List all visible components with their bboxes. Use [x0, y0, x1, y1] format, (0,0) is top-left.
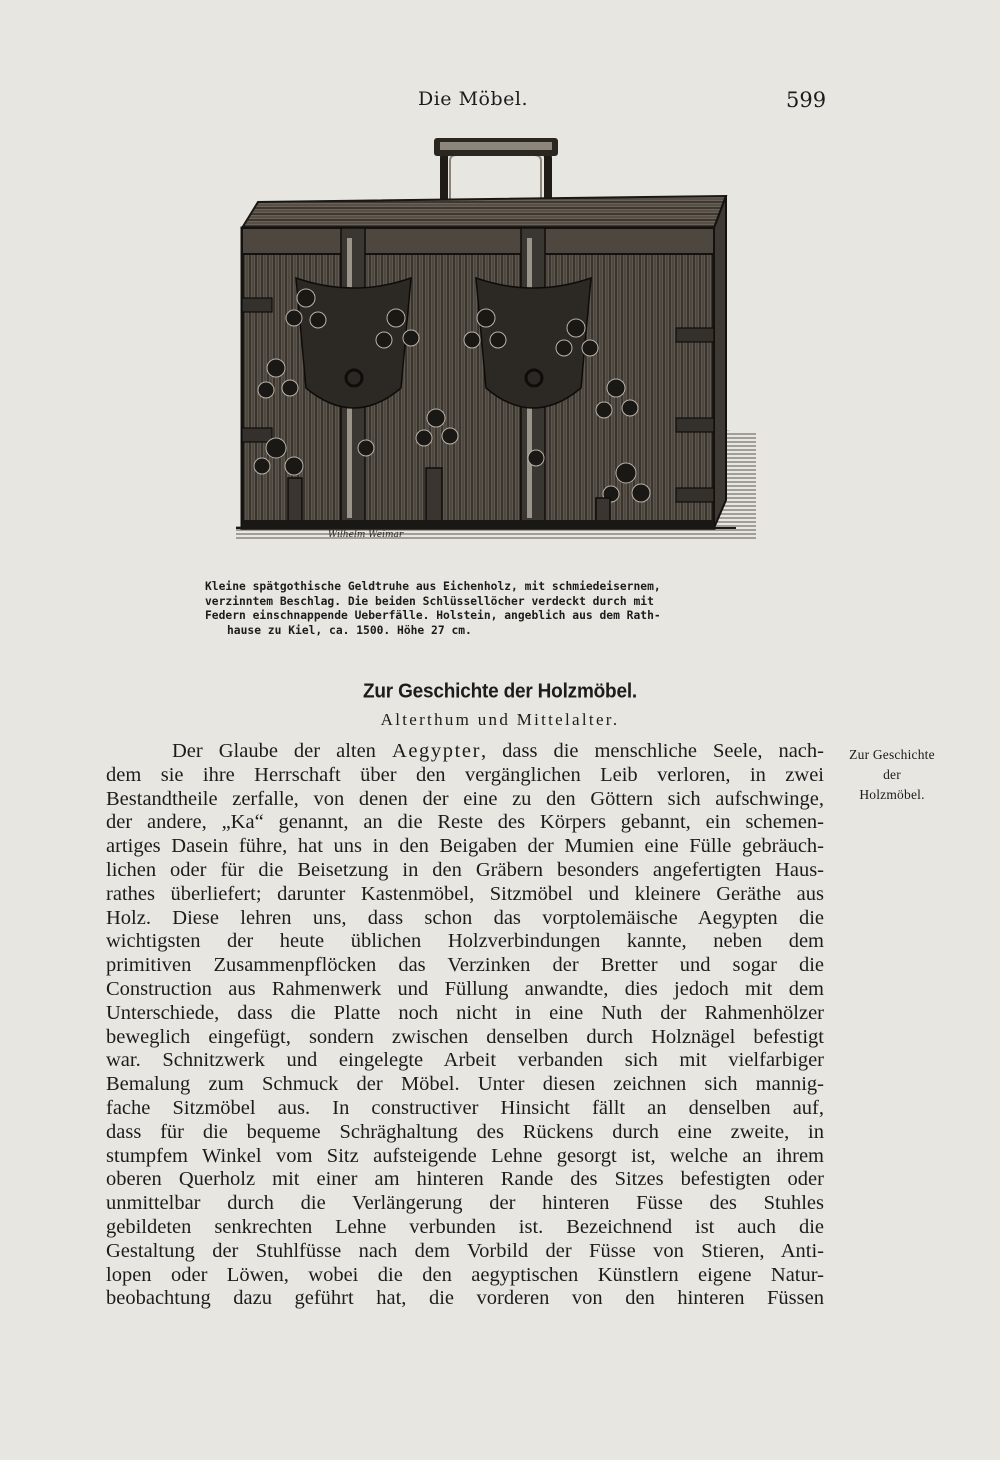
emphasis-aegypter: Aegypter: [391, 740, 482, 762]
section-subtitle: Alterthum und Mittelalter.: [380, 710, 620, 729]
body-line: Gestaltung der Stuhlfüsse nach dem Vorbild der Füsse von Stieren, Anti-: [106, 1239, 824, 1262]
body-text: [106, 740, 824, 1311]
body-line: [106, 740, 824, 764]
body-line: Bemalung zum Schmuck der Möbel. Unter diesen zeichnen sich mannig-: [106, 1073, 824, 1096]
body-line: beobachtung dazu geführt hat, die vorderen von den hinteren Füssen: [106, 1287, 824, 1310]
body-line: Unterschiede, dass die Platte noch nicht in eine Nuth der Rahmenhölzer: [106, 1001, 824, 1024]
section-title: Zur Geschichte der Holzmöbel.: [363, 680, 637, 703]
running-head: Die Möbel.: [418, 88, 529, 110]
body-line: fache Sitzmöbel aus. In constructiver Hinsicht fällt an denselben auf,: [106, 1096, 824, 1119]
body-line: primitiven Zusammenpflöcken das Verzinken der Bretter und sogar die: [106, 954, 824, 977]
margin-note-line: Zur Geschichte: [849, 747, 935, 762]
body-line-part: , dass die menschliche Seele, nach-: [481, 740, 824, 762]
caption-line: Kleine spätgothische Geldtruhe aus Eichenholz, mit schmiedeisernem,: [205, 580, 661, 593]
body-line-part: Der Glaube der alten: [172, 740, 392, 762]
body-line: war. Schnitzwerk und eingelegte Arbeit verbanden sich mit vielfarbiger: [106, 1049, 824, 1072]
body-line: rathes überliefert; darunter Kastenmöbel, Sitzmöbel und kleinere Geräthe aus: [106, 882, 824, 905]
margin-note-line: der: [883, 767, 901, 782]
body-line: Bestandtheile zerfalle, von denen der eine zu den Göttern sich aufschwinge,: [106, 787, 824, 810]
body-line: gebildeten senkrechten Lehne verbunden ist. Bezeichnend ist auch die: [106, 1215, 824, 1238]
body-line: dass für die bequeme Schräghaltung des Rückens durch eine zweite, in: [106, 1120, 824, 1143]
body-line: Holz. Diese lehren uns, dass schon das vorptolemäische Aegypten die: [106, 906, 824, 929]
body-line: beweglich eingefügt, sondern zwischen denselben durch Holznägel befestigt: [106, 1025, 824, 1048]
body-line: unmittelbar durch die Verlängerung der hinteren Füsse des Stuhles: [106, 1192, 824, 1215]
figure-caption: [205, 580, 795, 638]
caption-line: Federn einschnappende Ueberfälle. Holstein, angeblich aus dem Rath-: [205, 609, 661, 623]
margin-note-line: Holzmöbel.: [859, 787, 925, 802]
caption-line: verzinntem Beschlag. Die beiden Schlüssellöcher verdeckt durch mit: [205, 594, 654, 608]
body-line: lichen oder für die Beisetzung in den Gräbern besonders angefertigten Haus-: [106, 858, 824, 881]
body-line: wichtigsten der heute üblichen Holzverbindungen kannte, neben dem: [106, 930, 824, 953]
chest-illustration: [236, 128, 756, 548]
body-line: stumpfem Winkel vom Sitz aufsteigende Lehne gesorgt ist, welche an ihrem: [106, 1144, 824, 1167]
body-line: Construction aus Rahmenwerk und Füllung anwandte, dies jedoch mit dem: [106, 977, 824, 1000]
body-line: artiges Dasein führe, hat uns in den Beigaben der Mumien eine Fülle gebräuch-: [106, 835, 824, 858]
caption-line: hause zu Kiel, ca. 1500. Höhe 27 cm.: [227, 623, 472, 637]
engraver-signature: Wilhelm Weimar: [328, 530, 404, 540]
body-line: der andere, „Ka“ genannt, an die Reste des Körpers gebannt, ein schemen-: [106, 811, 824, 834]
margin-note: [832, 745, 952, 805]
body-line: lopen oder Löwen, wobei die den aegyptischen Künstlern eigene Natur-: [106, 1263, 824, 1286]
page-number: 599: [786, 88, 827, 112]
body-line: dem sie ihre Herrschaft über den vergänglichen Leib verloren, in zwei: [106, 763, 824, 786]
body-line: oberen Querholz mit einer am hinteren Rande des Sitzes befestigten oder: [106, 1168, 824, 1191]
